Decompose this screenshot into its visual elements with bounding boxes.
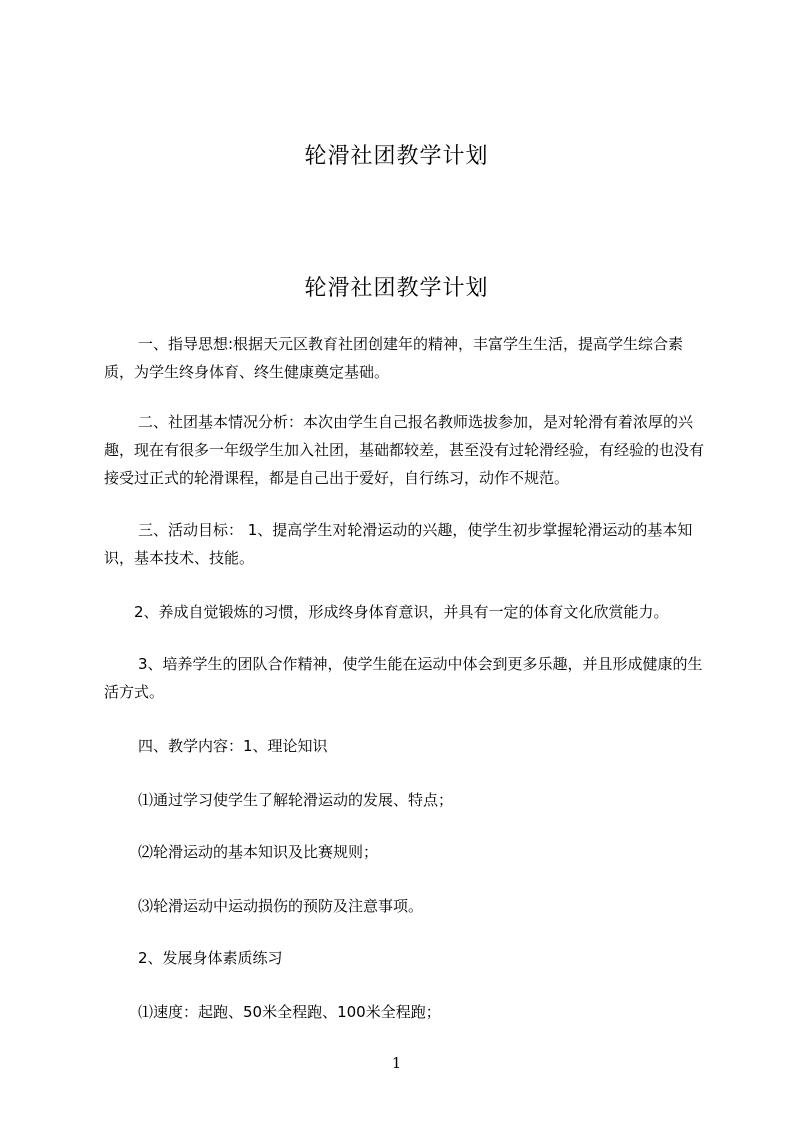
paragraph-activity-goals: 三、活动目标： 1、提高学生对轮滑运动的兴趣，使学生初步掌握轮滑运动的基本知识，基本技术、技能。 bbox=[104, 521, 693, 567]
list-item-theory-2: ⑵轮滑运动的基本知识及比赛规则； bbox=[138, 843, 379, 861]
paragraph-situation-analysis: 二、社团基本情况分析：本次由学生自己报名教师选拔参加，是对轮滑有着浓厚的兴趣，现在有很多一年级学生加入社团，基础都较差，甚至没有过轮滑经验，有经验的也没有接受过正式的轮滑课程，都是自己出于爱好，自行练习，动作不规范。 bbox=[104, 413, 705, 487]
list-item-speed: ⑴速度：起跑、50米全程跑、100米全程跑； bbox=[138, 1003, 441, 1021]
document-title: 轮滑社团教学计划 bbox=[304, 276, 489, 301]
paragraph-teaching-content: 四、教学内容：1、理论知识 bbox=[138, 737, 328, 755]
list-item-theory-3: ⑶轮滑运动中运动损伤的预防及注意事项。 bbox=[138, 897, 424, 915]
paragraph-physical-training: 2、发展身体素质练习 bbox=[138, 949, 283, 967]
page-number: 1 bbox=[391, 1054, 402, 1072]
cover-title: 轮滑社团教学计划 bbox=[304, 144, 489, 169]
paragraph-goal-3: 3、培养学生的团队合作精神，使学生能在运动中体会到更多乐趣，并且形成健康的生活方式。 bbox=[104, 655, 703, 701]
paragraph-goal-2: 2、养成自觉锻炼的习惯，形成终身体育意识，并具有一定的体育文化欣赏能力。 bbox=[134, 603, 669, 621]
paragraph-guiding-thought: 一、指导思想:根据天元区教育社团创建年的精神，丰富学生生活，提高学生综合素质，为学生终身体育、终生健康奠定基础。 bbox=[104, 335, 684, 381]
list-item-theory-1: ⑴通过学习使学生了解轮滑运动的发展、特点； bbox=[138, 791, 454, 809]
